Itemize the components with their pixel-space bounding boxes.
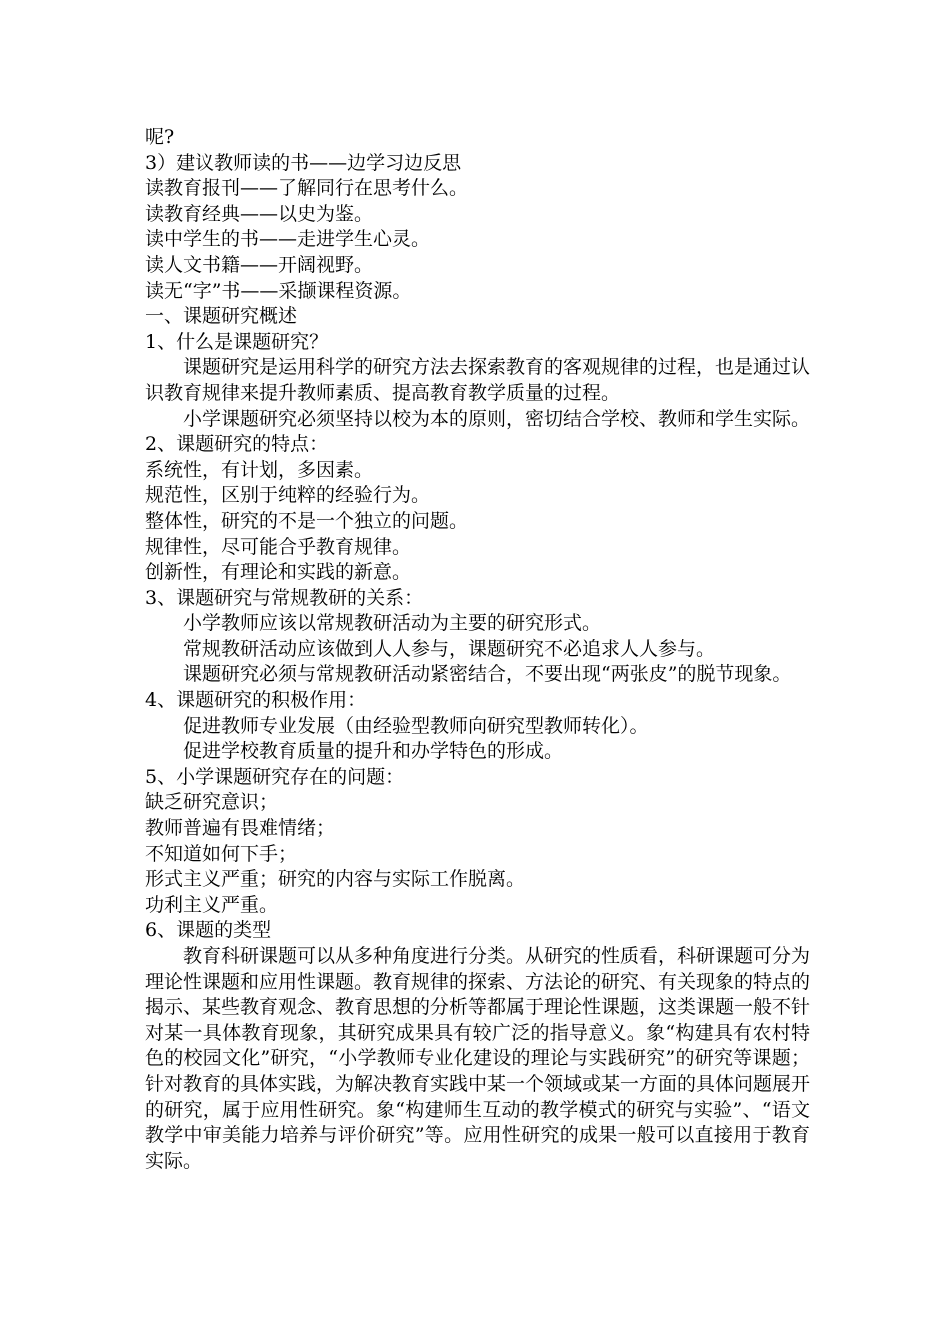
section-heading: 4、课题研究的积极作用： (145, 689, 367, 712)
list-item: 创新性，有理论和实践的新意。 (145, 561, 412, 584)
list-item: 规范性，区别于纯粹的经验行为。 (145, 484, 431, 507)
list-item: 小学教师应该以常规教研活动为主要的研究形式。 (183, 612, 602, 635)
section-heading: 1、什么是课题研究？ (145, 330, 329, 353)
list-item: 促进教师专业发展（由经验型教师向研究型教师转化）。 (183, 714, 649, 737)
section-heading: 6、课题的类型 (145, 919, 272, 942)
list-item: 系统性，有计划，多因素。 (145, 458, 374, 481)
list-item: 形式主义严重；研究的内容与实际工作脱离。 (145, 868, 526, 891)
list-item: 促进学校教育质量的提升和办学特色的形成。 (183, 740, 564, 763)
text-line: 读中学生的书——走进学生心灵。 (145, 228, 431, 251)
list-item: 功利主义严重。 (145, 893, 279, 916)
section-heading: 5、小学课题研究存在的问题： (145, 765, 405, 788)
paragraph: 小学课题研究必须坚持以校为本的原则，密切结合学校、教师和学生实际。 (183, 407, 811, 430)
section-heading: 2、课题研究的特点： (145, 433, 329, 456)
chapter-heading: 一、课题研究概述 (145, 305, 298, 328)
paragraph: 课题研究是运用科学的研究方法去探索教育的客观规律的过程，也是通过认识教育规律来提升教师素质、提高教育教学质量的过程。 (145, 356, 811, 404)
text-line: 读人文书籍——开阔视野。 (145, 253, 374, 276)
list-item: 不知道如何下手； (145, 842, 298, 865)
paragraph: 教育科研课题可以从多种角度进行分类。从研究的性质看，科研课题可分为理论性课题和应用性课题。教育规律的探索、方法论的研究、有关现象的特点的揭示、某些教育观念、教育思想的分析等都属于理论性课题，这类课题一般不针对某一具体教育现象，其研究成果具有较广泛的指导意义。象“构建具有农村特色的校园文化”研究，“小学教师专业化建设的理论与实践研究”的研究等课题；针对教育的具体实践，为解决教育实践中某一个领域或某一方面的具体问题展开的研究，属于应用性研究。象“构建师生互动的教学模式的研究与实验”、“语文教学中审美能力培养与评价研究”等。应用性研究的成果一般可以直接用于教育实际。 (145, 945, 811, 1172)
section-heading: 3）建议教师读的书——边学习边反思 (145, 151, 462, 174)
list-item: 缺乏研究意识； (145, 791, 279, 814)
section-heading: 3、课题研究与常规教研的关系： (145, 586, 424, 609)
text-line: 呢? (145, 126, 175, 148)
list-item: 整体性，研究的不是一个独立的问题。 (145, 509, 469, 532)
paragraph: 课题研究必须与常规教研活动紧密结合，不要出现“两张皮”的脱节现象。 (183, 663, 792, 686)
list-item: 规律性，尽可能合乎教育规律。 (145, 535, 412, 558)
text-line: 读教育经典——以史为鉴。 (145, 202, 374, 225)
list-item: 教师普遍有畏难情绪； (145, 817, 336, 840)
text-line: 读无“字”书——采撷课程资源。 (145, 279, 412, 302)
text-line: 读教育报刊——了解同行在思考什么。 (145, 177, 469, 200)
document-body (145, 125, 810, 1174)
list-item: 常规教研活动应该做到人人参与，课题研究不必追求人人参与。 (183, 637, 716, 660)
